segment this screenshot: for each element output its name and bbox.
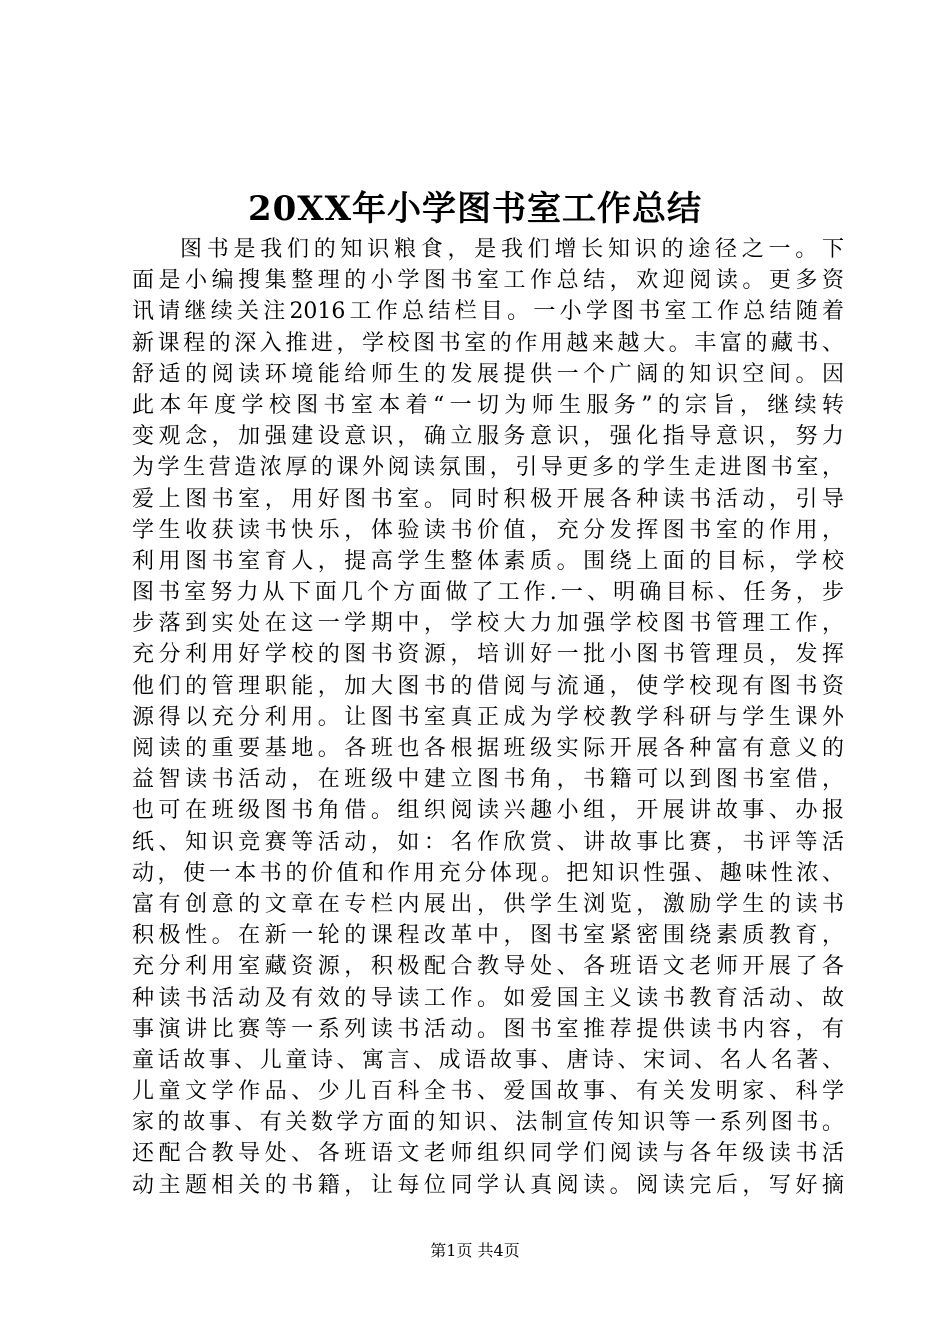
paragraph-line: 益智读书活动，在班级中建立图书角，书籍可以到图书室借， [132, 767, 844, 793]
paragraph-line: 动，使一本书的价值和作用充分体现。把知识性强、趣味性浓、 [132, 860, 844, 886]
paragraph-line: 儿童文学作品、少儿百科全书、爱国故事、有关发明家、科学 [132, 1079, 844, 1105]
paragraph-line: 家的故事、有关数学方面的知识、法制宣传知识等一系列图书。 [132, 1110, 844, 1136]
page-footer: 第1页 共4页 [430, 1241, 520, 1260]
document-title: 20XX年小学图书室工作总结 [247, 189, 703, 229]
paragraph-line: 新课程的深入推进，学校图书室的作用越来越大。丰富的藏书、 [132, 330, 844, 356]
paragraph-line: 讯请继续关注2016工作总结栏目。一小学图书室工作总结随着 [132, 299, 844, 325]
paragraph-line: 为学生营造浓厚的课外阅读氛围，引导更多的学生走进图书室， [132, 455, 844, 481]
paragraph-line: 阅读的重要基地。各班也各根据班级实际开展各种富有意义的 [132, 736, 844, 761]
paragraph-line: 也可在班级图书角借。组织阅读兴趣小组，开展讲故事、办报 [132, 798, 844, 824]
paragraph-line: 变观念，加强建设意识，确立服务意识，强化指导意识，努力 [132, 424, 844, 450]
paragraph-line: 积极性。在新一轮的课程改革中，图书室紧密围绕素质教育， [132, 923, 844, 949]
paragraph-line: 充分利用室藏资源，积极配合教导处、各班语文老师开展了各 [132, 954, 844, 980]
paragraph-line: 图书室努力从下面几个方面做了工作.一、明确目标、任务，步 [132, 580, 844, 606]
paragraph-line: 舒适的阅读环境能给师生的发展提供一个广阔的知识空间。因 [132, 361, 844, 387]
paragraph-line: 充分利用好学校的图书资源，培训好一批小图书管理员，发挥 [132, 642, 844, 668]
paragraph-line: 爱上图书室，用好图书室。同时积极开展各种读书活动，引导 [132, 486, 844, 512]
paragraph-line: 面是小编搜集整理的小学图书室工作总结，欢迎阅读。更多资 [132, 268, 844, 294]
paragraph-line: 童话故事、儿童诗、寓言、成语故事、唐诗、宋词、名人名著、 [132, 1047, 844, 1073]
document-body [132, 234, 844, 1201]
paragraph-line: 此本年度学校图书室本着“一切为师生服务”的宗旨，继续转 [132, 392, 844, 418]
paragraph-line: 步落到实处在这一学期中，学校大力加强学校图书管理工作， [132, 611, 844, 637]
paragraph-line: 种读书活动及有效的导读工作。如爱国主义读书教育活动、故 [132, 985, 844, 1011]
paragraph-line: 他们的管理职能，加大图书的借阅与流通，使学校现有图书资 [132, 673, 844, 699]
paragraph-line: 源得以充分利用。让图书室真正成为学校教学科研与学生课外 [132, 704, 844, 730]
paragraph-line: 动主题相关的书籍，让每位同学认真阅读。阅读完后，写好摘 [132, 1172, 844, 1198]
paragraph-line: 学生收获读书快乐，体验读书价值，充分发挥图书室的作用， [132, 517, 844, 543]
paragraph-line: 事演讲比赛等一系列读书活动。图书室推荐提供读书内容，有 [132, 1016, 844, 1042]
paragraph-line: 还配合教导处、各班语文老师组织同学们阅读与各年级读书活 [132, 1141, 844, 1167]
paragraph-line: 富有创意的文章在专栏内展出，供学生浏览，激励学生的读书 [132, 891, 844, 917]
paragraph-line: 图书是我们的知识粮食，是我们增长知识的途径之一。下 [180, 237, 844, 262]
paragraph-line: 利用图书室育人，提高学生整体素质。围绕上面的目标，学校 [132, 548, 844, 574]
paragraph-line: 纸、知识竞赛等活动，如：名作欣赏、讲故事比赛，书评等活 [132, 829, 844, 855]
